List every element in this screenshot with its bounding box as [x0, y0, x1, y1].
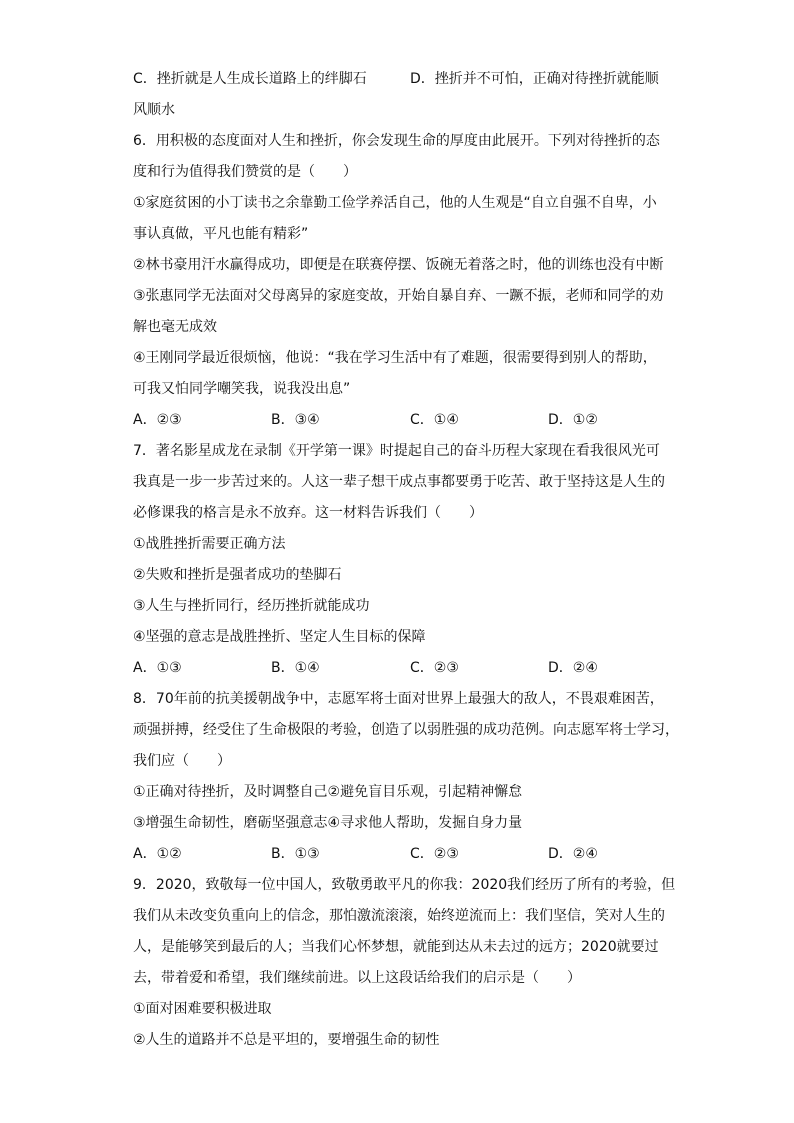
q9-stem-line1: 9．2020，致敬每一位中国人，致敬勇敢平凡的你我：2020我们经历了所有的考验，但 [133, 877, 676, 893]
q6-statement-3-continued: 解也毫无成效 [133, 319, 217, 335]
q8-stem-line3: 我们应（ ） [133, 753, 231, 769]
q6-statement-4-continued: 可我又怕同学嘲笑我，说我没出息” [133, 381, 351, 397]
q6-stem-line1: 6．用积极的态度面对人生和挫折，你会发现生命的厚度由此展开。下列对待挫折的态 [133, 133, 660, 149]
q6-stem-line2: 度和行为值得我们赞赏的是（ ） [133, 164, 357, 180]
q7-options [133, 653, 663, 684]
q5-option-d-continued: 风顺水 [133, 102, 175, 118]
q6-option-a: A．②③ [133, 412, 182, 428]
q5-option-d: D．挫折并不可怕，正确对待挫折就能顺 [410, 71, 659, 87]
q9-stem-line4: 去，带着爱和希望，我们继续前进。以上这段话给我们的启示是（ ） [133, 970, 581, 986]
q9-statement-1: ①面对困难要积极进取 [133, 1001, 272, 1017]
q7-statement-4: ④坚强的意志是战胜挫折、坚定人生目标的保障 [133, 629, 426, 645]
q5-options-cd [133, 64, 663, 95]
q6-statement-2: ②林书豪用汗水赢得成功，即便是在联赛停摆、饭碗无着落之时，他的训练也没有中断 [133, 257, 664, 273]
q6-statement-3: ③张惠同学无法面对父母离异的家庭变故，开始自暴自弃、一蹶不振，老师和同学的劝 [133, 288, 664, 304]
q7-statement-2: ②失败和挫折是强者成功的垫脚石 [133, 567, 342, 583]
q7-option-c: C．②③ [410, 660, 459, 676]
q6-option-b: B．③④ [271, 412, 320, 428]
q6-statement-1: ①家庭贫困的小丁读书之余靠勤工俭学养活自己，他的人生观是“自立自强不自卑，小 [133, 195, 657, 211]
q6-statement-4: ④王刚同学最近很烦恼，他说：“我在学习生活中有了难题，很需要得到别人的帮助， [133, 350, 657, 366]
q6-option-c: C．①④ [410, 412, 459, 428]
page-content [133, 64, 679, 1056]
q9-statement-2: ②人生的道路并不总是平坦的，要增强生命的韧性 [133, 1032, 440, 1048]
q9-stem-line2: 我们从未改变负重向上的信念，那怕激流滚滚，始终逆流而上：我们坚信，笑对人生的 [133, 908, 665, 924]
q8-option-c: C．②③ [410, 846, 459, 862]
q6-option-d: D．①② [548, 412, 598, 428]
q7-option-a: A．①③ [133, 660, 182, 676]
q6-statement-1-continued: 事认真做，平凡也能有精彩” [133, 226, 309, 242]
q8-option-b: B．①③ [271, 846, 320, 862]
q5-option-c: C．挫折就是人生成长道路上的绊脚石 [133, 71, 367, 87]
q7-statement-3: ③人生与挫折同行，经历挫折就能成功 [133, 598, 370, 614]
q7-option-d: D．②④ [548, 660, 598, 676]
q8-statements-3-4: ③增强生命韧性，磨砺坚强意志④寻求他人帮助，发掘自身力量 [133, 815, 523, 831]
q6-options [133, 405, 663, 436]
q7-stem-line1: 7．著名影星成龙在录制《开学第一课》时提起自己的奋斗历程大家现在看我很风光可 [133, 443, 660, 459]
q8-option-d: D．②④ [548, 846, 598, 862]
q7-stem-line2: 我真是一步一步苦过来的。人这一辈子想干成点事都要勇于吃苦、敢于坚持这是人生的 [133, 474, 665, 490]
q8-option-a: A．①② [133, 846, 182, 862]
q8-options [133, 839, 663, 870]
q8-stem-line1: 8．70年前的抗美援朝战争中，志愿军将士面对世界上最强大的敌人，不畏艰难困苦， [133, 691, 664, 707]
q7-statement-1: ①战胜挫折需要正确方法 [133, 536, 286, 552]
q8-stem-line2: 顽强拼搏，经受住了生命极限的考验，创造了以弱胜强的成功范例。向志愿军将士学习， [133, 722, 679, 738]
q9-stem-line3: 人，是能够笑到最后的人；当我们心怀梦想，就能到达从未去过的远方；2020就要过 [133, 939, 659, 955]
q7-option-b: B．①④ [271, 660, 320, 676]
q8-statements-1-2: ①正确对待挫折，及时调整自己②避免盲目乐观，引起精神懈怠 [133, 784, 523, 800]
q7-stem-line3: 必修课我的格言是永不放弃。这一材料告诉我们（ ） [133, 505, 483, 521]
